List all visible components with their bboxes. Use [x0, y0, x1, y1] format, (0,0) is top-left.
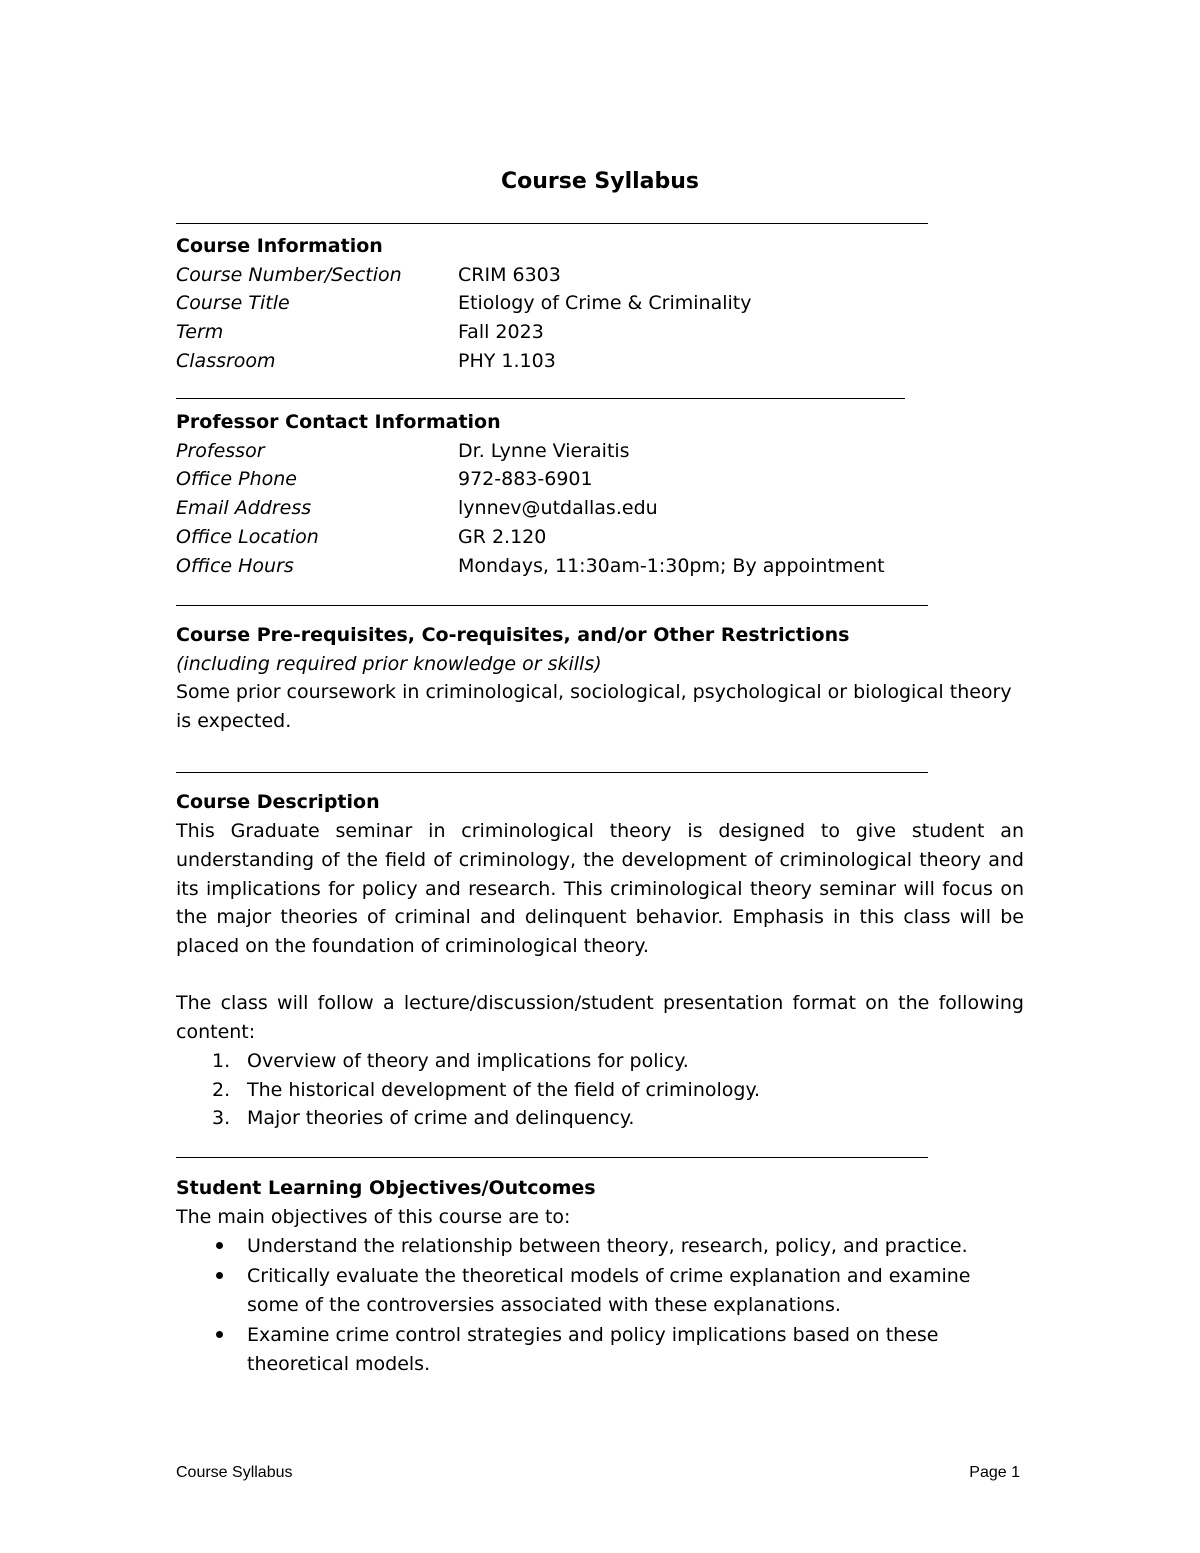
- footer-document-title: Course Syllabus: [176, 1464, 293, 1481]
- divider: [176, 772, 928, 773]
- contact-value: GR 2.120: [458, 526, 547, 548]
- divider: [176, 605, 928, 606]
- bullet-icon: [212, 1321, 219, 1350]
- contact-label: Office Location: [176, 526, 319, 548]
- description-paragraph: This Graduate seminar in criminological theory is designed to give student an understanding of the field of criminology, the development of criminological theory and its implications for policy and research. This criminological theory seminar will focus on the major theories of criminal and delinquent behavior. Emphasis in this class will be placed on the foundation of criminological theory.: [176, 820, 1024, 958]
- prerequisites-note: (including required prior knowledge or skills): [176, 653, 602, 675]
- bullet-icon: [212, 1232, 219, 1261]
- email-link[interactable]: lynnev@utdallas.edu: [458, 497, 658, 519]
- info-value: Etiology of Crime & Criminality: [458, 292, 752, 314]
- info-value: Fall 2023: [458, 321, 544, 343]
- contact-value: Dr. Lynne Vieraitis: [458, 440, 630, 462]
- section-heading-course-information: Course Information: [176, 235, 383, 257]
- divider: [176, 1157, 928, 1158]
- info-label: Classroom: [176, 350, 276, 372]
- info-label: Course Title: [176, 292, 290, 314]
- contact-label: Office Phone: [176, 468, 297, 490]
- contact-value: 972-883-6901: [458, 468, 593, 490]
- list-number: 2.: [212, 1079, 231, 1101]
- objectives-intro: The main objectives of this course are to:: [176, 1206, 571, 1228]
- list-item-text: The historical development of the field of criminology.: [247, 1079, 761, 1101]
- contact-label: Email Address: [176, 497, 312, 519]
- divider: [176, 398, 905, 399]
- list-item-text: Understand the relationship between theory, research, policy, and practice.: [247, 1235, 968, 1257]
- contact-value: Mondays, 11:30am-1:30pm; By appointment: [458, 555, 885, 577]
- prerequisites-text: Some prior coursework in criminological, sociological, psychological or biological theory is expected.: [176, 681, 1012, 732]
- info-label: Course Number/Section: [176, 264, 402, 286]
- section-heading-objectives: Student Learning Objectives/Outcomes: [176, 1177, 596, 1199]
- footer-page-number: Page 1: [969, 1464, 1020, 1481]
- list-item-text: Examine crime control strategies and policy implications based on these theoretical models.: [247, 1324, 939, 1375]
- section-heading-professor-contact: Professor Contact Information: [176, 411, 501, 433]
- description-paragraph: The class will follow a lecture/discussion/student presentation format on the following content:: [176, 992, 1024, 1043]
- divider: [176, 223, 928, 224]
- list-number: 1.: [212, 1050, 231, 1072]
- section-heading-course-description: Course Description: [176, 791, 380, 813]
- info-label: Term: [176, 321, 224, 343]
- page-title: Course Syllabus: [500, 169, 700, 194]
- contact-label: Office Hours: [176, 555, 294, 577]
- contact-label: Professor: [176, 440, 265, 462]
- list-item-text: Overview of theory and implications for policy.: [247, 1050, 689, 1072]
- section-heading-prerequisites: Course Pre-requisites, Co-requisites, and/or Other Restrictions: [176, 624, 850, 646]
- bullet-icon: [212, 1262, 219, 1291]
- info-value: CRIM 6303: [458, 264, 561, 286]
- list-item-text: Major theories of crime and delinquency.: [247, 1107, 635, 1129]
- list-item-text: Critically evaluate the theoretical models of crime explanation and examine some of the controversies associated with these explanations.: [247, 1265, 971, 1316]
- info-value: PHY 1.103: [458, 350, 556, 372]
- list-number: 3.: [212, 1107, 231, 1129]
